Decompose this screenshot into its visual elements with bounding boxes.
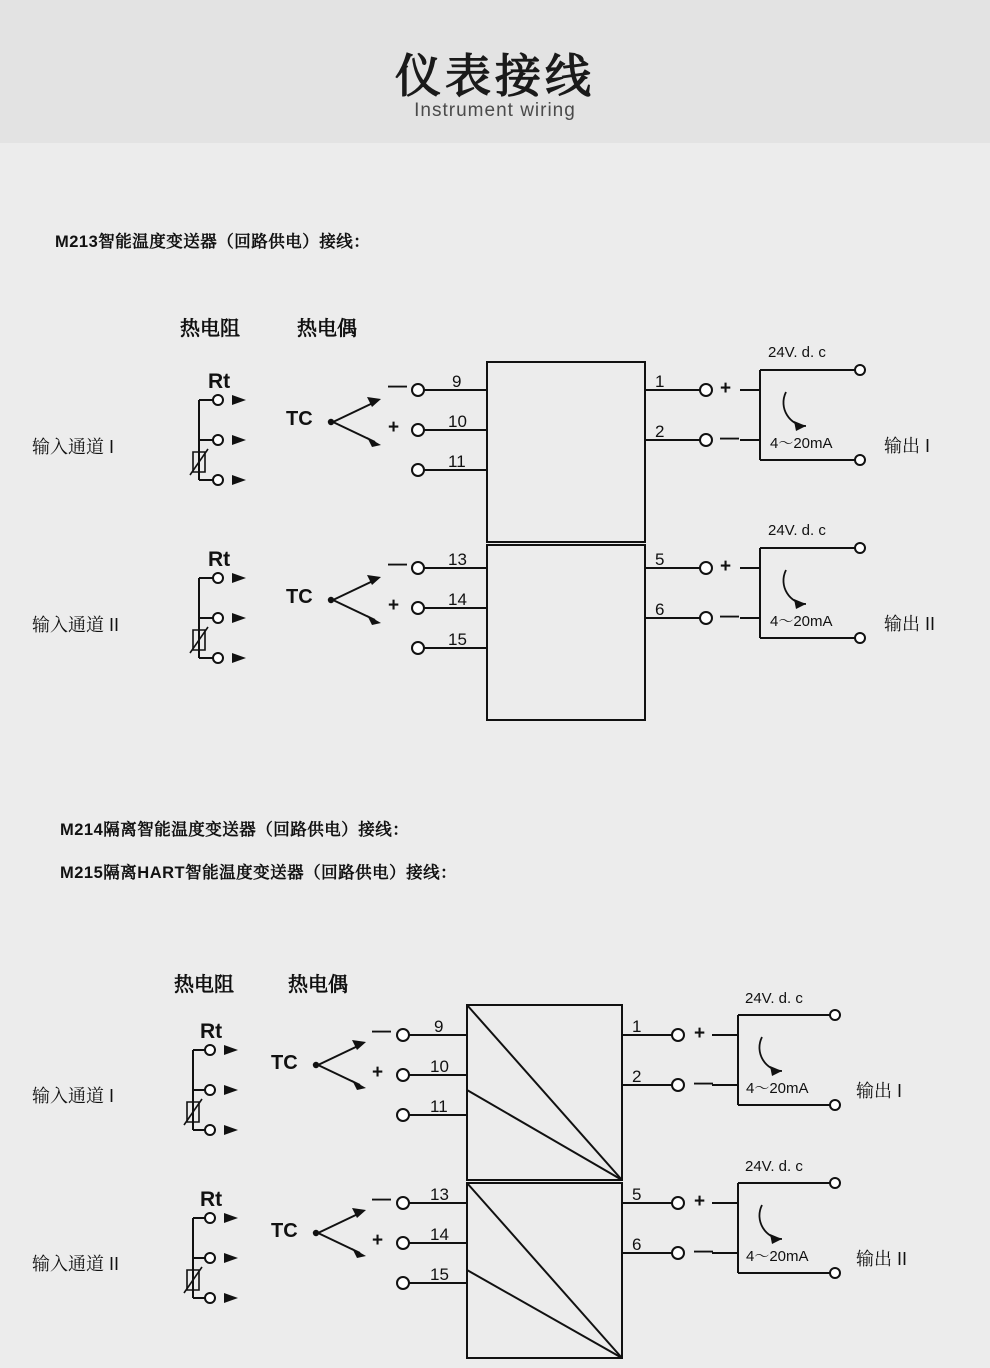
tc-minus-2: — xyxy=(388,554,407,575)
sensor-label-tc-3: TC xyxy=(271,1052,298,1074)
terminal-1-b: 1 xyxy=(632,1017,642,1036)
current-label-1: 4～20mA xyxy=(770,435,833,452)
terminal-11: 11 xyxy=(448,452,466,471)
sensor-label-tc-4: TC xyxy=(271,1220,298,1242)
output-sign-plus-2: + xyxy=(720,556,732,577)
wiring-diagram-m213 xyxy=(0,280,990,750)
output-sign-minus-3: — xyxy=(694,1073,713,1094)
supply-label-2: 24V. d. c xyxy=(768,522,826,539)
output-channel-label-3: 输出 I xyxy=(856,1081,903,1101)
terminal-13: 13 xyxy=(448,550,467,569)
sensor-label-tc-2: TC xyxy=(286,586,313,608)
terminal-10: 10 xyxy=(448,412,467,431)
tc-plus-4: + xyxy=(372,1230,384,1251)
terminal-1: 1 xyxy=(655,372,665,391)
terminal-2-b: 2 xyxy=(632,1067,642,1086)
sensor-label-rt-4: Rt xyxy=(200,1188,223,1211)
input-channel-label-1: 输入通道 I xyxy=(32,437,115,457)
terminal-11-b: 11 xyxy=(430,1097,448,1116)
output-sign-minus-1: — xyxy=(720,428,739,449)
tc-plus-2: + xyxy=(388,595,400,616)
terminal-6-b: 6 xyxy=(632,1235,642,1254)
current-label-4: 4～20mA xyxy=(746,1248,809,1265)
terminal-9: 9 xyxy=(452,372,462,391)
output-channel-label-4: 输出 II xyxy=(856,1249,908,1269)
output-sign-minus-2: — xyxy=(720,606,739,627)
output-sign-minus-4: — xyxy=(694,1241,713,1262)
sensor-label-rt-1: Rt xyxy=(208,370,231,393)
column-header-tc-2: 热电偶 xyxy=(288,974,348,996)
input-channel-label-2: 输入通道 II xyxy=(32,615,120,635)
current-label-2: 4～20mA xyxy=(770,613,833,630)
output-sign-plus-3: + xyxy=(694,1023,706,1044)
tc-minus-4: — xyxy=(372,1189,391,1210)
sensor-label-tc-1: TC xyxy=(286,408,313,430)
supply-label-3: 24V. d. c xyxy=(745,990,803,1007)
input-channel-label-4: 输入通道 II xyxy=(32,1254,120,1274)
page-header xyxy=(0,0,990,143)
terminal-9-b: 9 xyxy=(434,1017,444,1036)
output-sign-plus-4: + xyxy=(694,1191,706,1212)
supply-label-1: 24V. d. c xyxy=(768,344,826,361)
terminal-6: 6 xyxy=(655,600,665,619)
terminal-10-b: 10 xyxy=(430,1057,449,1076)
tc-minus-1: — xyxy=(388,376,407,397)
tc-plus-1: + xyxy=(388,417,400,438)
terminal-14: 14 xyxy=(448,590,467,609)
output-sign-plus-1: + xyxy=(720,378,732,399)
column-header-tc: 热电偶 xyxy=(297,318,357,340)
section-title-m213: M213智能温度变送器（回路供电）接线： xyxy=(55,233,371,251)
terminal-14-b: 14 xyxy=(430,1225,449,1244)
terminal-13-b: 13 xyxy=(430,1185,449,1204)
output-channel-label-2: 输出 II xyxy=(884,614,936,634)
output-channel-label-1: 输出 I xyxy=(884,436,931,456)
column-header-rtd: 热电阻 xyxy=(180,318,240,340)
terminal-2: 2 xyxy=(655,422,665,441)
section-title-m215: M215隔离HART智能温度变送器（回路供电）接线： xyxy=(60,864,458,882)
terminal-15-b: 15 xyxy=(430,1265,449,1284)
terminal-5: 5 xyxy=(655,550,665,569)
terminal-5-b: 5 xyxy=(632,1185,642,1204)
supply-label-4: 24V. d. c xyxy=(745,1158,803,1175)
section-title-m214: M214隔离智能温度变送器（回路供电）接线： xyxy=(60,821,410,839)
sensor-label-rt-2: Rt xyxy=(208,548,231,571)
page-title-en: Instrument wiring xyxy=(414,100,576,121)
terminal-15: 15 xyxy=(448,630,467,649)
tc-plus-3: + xyxy=(372,1062,384,1083)
input-channel-label-3: 输入通道 I xyxy=(32,1086,115,1106)
wiring-diagram-m214-m215 xyxy=(0,930,990,1350)
tc-minus-3: — xyxy=(372,1021,391,1042)
current-label-3: 4～20mA xyxy=(746,1080,809,1097)
sensor-label-rt-3: Rt xyxy=(200,1020,223,1043)
column-header-rtd-2: 热电阻 xyxy=(174,974,234,996)
page-title-cn: 仪表接线 xyxy=(395,50,595,102)
